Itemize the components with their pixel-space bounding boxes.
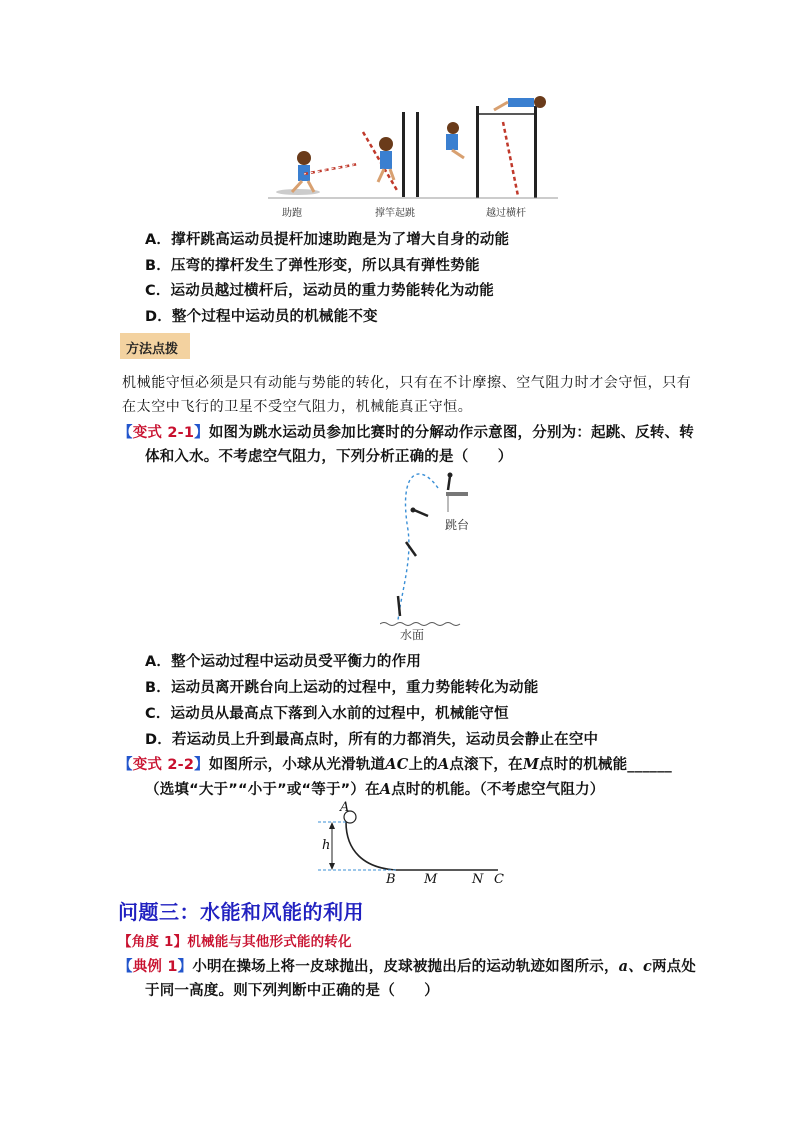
caption-over-bar: 越过横杆 [486, 208, 526, 219]
q2-option-c: C．运动员从最高点下落到入水前的过程中，机械能守恒 [145, 706, 509, 722]
platform-label: 跳台 [445, 518, 470, 532]
q1-option-c: C．运动员越过横杆后，运动员的重力势能转化为动能 [145, 283, 494, 299]
section-title: 问题三：水能和风能的利用 [118, 900, 364, 924]
track-label-a: A [340, 800, 350, 815]
variant-2-1-line-1: 【变式 2-1】如图为跳水运动员参加比赛时的分解动作示意图，分别为：起跳、反转、转 [118, 425, 694, 441]
variant-2-1-line-2: 体和入水。不考虑空气阻力，下列分析正确的是（ ） [145, 449, 513, 465]
track-label-n: N [472, 872, 484, 887]
q1-option-a: A．撑杆跳高运动员提杆加速助跑是为了增大自身的动能 [145, 232, 510, 248]
method-text-line-1: 机械能守恒必须是只有动能与势能的转化，只有在不计摩擦、空气阻力时才会守恒，只有 [122, 375, 692, 391]
method-tag: 方法点拨 [126, 342, 179, 357]
method-text-line-2: 在太空中飞行的卫星不受空气阻力，机械能真正守恒。 [122, 399, 473, 415]
q1-option-b: B．压弯的撑杆发生了弹性形变，所以具有弹性势能 [145, 258, 480, 274]
q2-option-b: B．运动员离开跳台向上运动的过程中，重力势能转化为动能 [145, 680, 539, 696]
caption-takeoff: 撑竿起跳 [375, 208, 415, 219]
variant-2-2-line-2: （选填“大于”“小于”或“等于”）在A点时的机能。（不考虑空气阻力） [145, 781, 605, 798]
variant-2-2-line-1: 【变式 2-2】如图所示，小球从光滑轨道AC上的A点滚下，在M点时的机械能______ [118, 756, 672, 773]
caption-run: 助跑 [282, 208, 302, 219]
q2-option-d: D．若运动员上升到最高点时，所有的力都消失，运动员会静止在空中 [145, 732, 599, 748]
angle-1-label: 角度 1 [131, 934, 174, 950]
q1-option-d: D．整个过程中运动员的机械能不变 [145, 309, 378, 325]
pole-vault-figure [268, 92, 558, 222]
example-1-line-2: 于同一高度。则下列判断中正确的是（ ） [145, 983, 439, 999]
water-label: 水面 [400, 628, 425, 642]
track-label-c: C [494, 872, 504, 887]
q2-option-a: A．整个运动过程中运动员受平衡力的作用 [145, 654, 422, 670]
track-label-h: h [322, 838, 331, 853]
track-label-b: B [386, 872, 396, 887]
example-1-label: 典例 1 [132, 959, 178, 975]
angle-1-line: 【角度 1】机械能与其他形式能的转化 [118, 934, 352, 950]
track-label-m: M [424, 872, 438, 887]
variant-2-2-label: 变式 2-2 [132, 757, 195, 773]
diving-figure [380, 470, 480, 640]
example-1-line-1: 【典例 1】小明在操场上将一皮球抛出，皮球被抛出后的运动轨迹如图所示，a、c两点处 [118, 958, 697, 975]
variant-2-1-label: 变式 2-1 [132, 425, 195, 441]
